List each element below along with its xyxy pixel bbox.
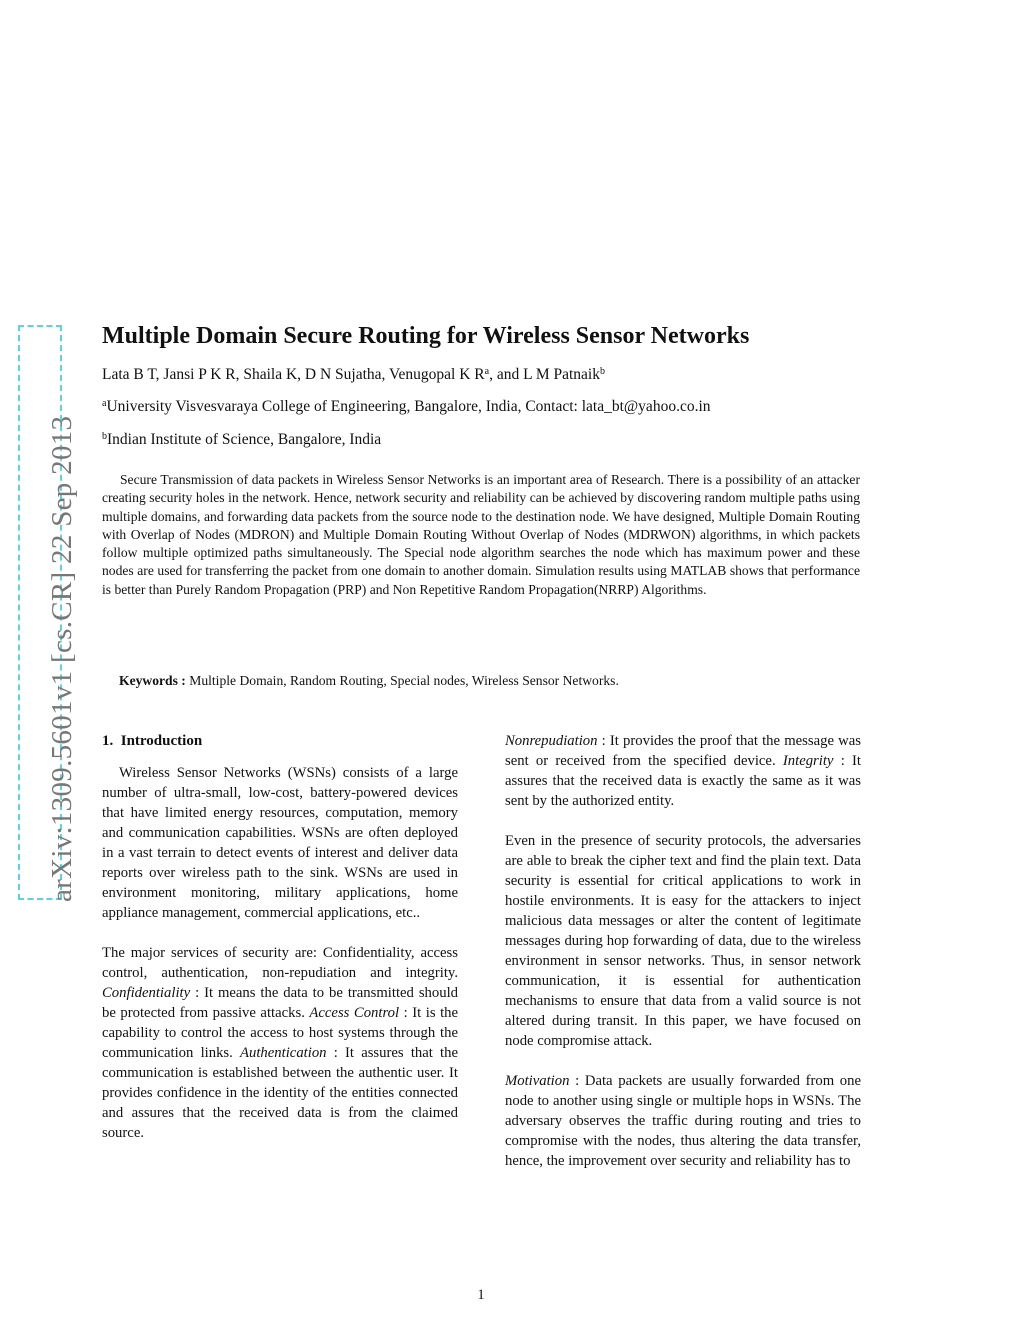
keywords-text: Multiple Domain, Random Routing, Special nodes, Wireless Sensor Networks. xyxy=(189,673,619,688)
author-affil-mark-b: b xyxy=(599,366,605,377)
affiliation-text: Indian Institute of Science, Bangalore, India xyxy=(107,431,382,448)
def-authentication: : It assures that the communication is established between the authentic user. It provides confidence in the identity of the entities connected and assures that the received data is from the claimed source. xyxy=(102,1045,459,1141)
right-column xyxy=(505,731,861,1171)
def-access-control: : It is the capability to control the access to host systems through the communication links. xyxy=(102,1005,459,1061)
section-heading xyxy=(102,731,458,751)
affiliation-mark: b xyxy=(102,431,107,442)
affiliation-b xyxy=(102,431,902,449)
term-authentication: Authentication xyxy=(240,1045,327,1061)
authors-last: , and L M Patnaik xyxy=(489,366,600,383)
intro-paragraph-1: Wireless Sensor Networks (WSNs) consists of a large number of ultra-small, low-cost, battery-powered devices that have limited energy resources, computation, memory and communication capabilities. WSNs are often deployed in a vast terrain to detect events of interest and deliver data reports over wireless path to the sink. WSNs are used in environment monitoring, military applications, home appliance management, commercial applications, etc.. xyxy=(102,765,458,921)
paper-title: Multiple Domain Secure Routing for Wireless Sensor Networks xyxy=(102,323,750,349)
keywords-label: Keywords : xyxy=(119,673,186,688)
author-affil-mark-a: a xyxy=(484,366,490,377)
motivation-paragraph xyxy=(505,1071,861,1171)
term-nonrepudiation: Nonrepudiation xyxy=(505,733,598,749)
services-intro: The major services of security are: Confidentiality, access control, authentication, non-repudiation and integrity. xyxy=(102,945,458,981)
term-confidentiality: Confidentiality xyxy=(102,985,191,1001)
affiliation-text: University Visvesvaraya College of Engineering, Bangalore, India, Contact: lata_bt@yahoo.co.in xyxy=(106,398,711,415)
affiliation-a xyxy=(102,398,902,416)
def-confidentiality: : It means the data to be transmitted should be protected from passive attacks. xyxy=(102,985,458,1021)
term-access-control: Access Control xyxy=(309,1005,400,1021)
author-list xyxy=(102,366,902,384)
intro-paragraph-2 xyxy=(102,943,458,1143)
affiliation-mark: a xyxy=(102,398,107,409)
def-integrity: : It assures that the received data is exactly the same as it was sent by the authorized entity. xyxy=(505,753,862,809)
section-title: Introduction xyxy=(120,733,203,749)
abstract: Secure Transmission of data packets in Wireless Sensor Networks is an important area of Research. There is a possibility of an attacker creating security holes in the network. Hence, network security and reliability can be achieved by discovering random multiple paths using multiple domains, and forwarding data packets from the source node to the destination node. We have designed, Multiple Domain Routing with Overlap of Nodes (MDRON) and Multiple Domain Routing Without Overlap of Nodes (MDRWON) algorithms, in which packets follow multiple optimized paths simultaneously. The Special node algorithm searches the node which has maximum power and these nodes are used for transferring the packet from one domain to another domain. Simulation results using MATLAB shows that performance is better than Purely Random Propagation (PRP) and Non Repetitive Random Propagation(NRRP) Algorithms. xyxy=(102,472,860,597)
term-integrity: Integrity xyxy=(782,753,834,769)
term-motivation: Motivation xyxy=(505,1073,570,1089)
def-motivation: : Data packets are usually forwarded from one node to another using single or multiple hops in WSNs. The adversary observes the traffic during routing and tries to compromise with the nodes, thus altering the data transfer, hence, the improvement over security and reliability has to xyxy=(505,1073,861,1169)
page-number: 1 xyxy=(477,1287,485,1303)
definitions-paragraph xyxy=(505,731,861,811)
arxiv-side-stamp xyxy=(18,325,78,902)
security-paragraph: Even in the presence of security protocols, the adversaries are able to break the cipher text and find the plain text. Data security is essential for critical applications to work in hostile environments. It is easy for the attackers to inject malicious data messages or alter the content of legitimate messages during hop forwarding of data, due to the wireless environment in sensor networks. Thus, in sensor network communication, it is essential for authentication mechanisms to ensure that data from a valid source is not altered during transit. In this paper, we have focused on node compromise attack. xyxy=(505,833,861,1049)
authors-main: Lata B T, Jansi P K R, Shaila K, D N Sujatha, Venugopal K R xyxy=(102,366,485,383)
arxiv-identifier: arXiv:1309.5601v1 [cs.CR] 22 Sep 2013 xyxy=(46,415,78,902)
section-number: 1. xyxy=(102,733,114,749)
left-column xyxy=(102,731,458,1143)
def-nonrepudiation: : It provides the proof that the message was sent or received from the specified device. xyxy=(505,733,861,769)
keywords xyxy=(119,673,859,689)
